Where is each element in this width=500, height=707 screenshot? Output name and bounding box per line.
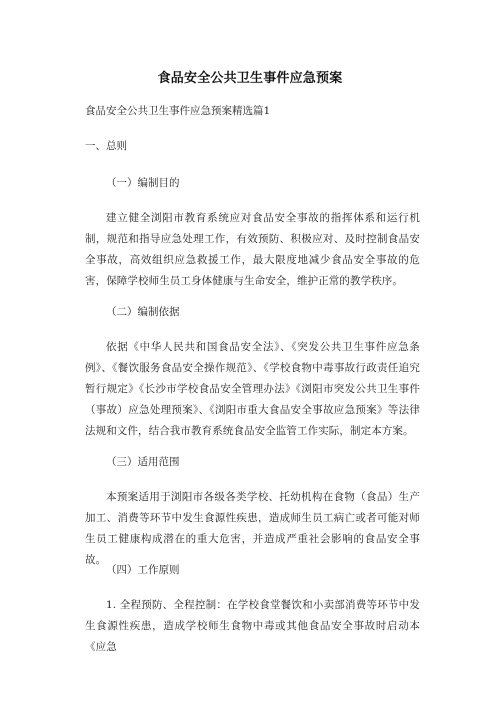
subheading-scope: （三）适用范围: [106, 456, 180, 468]
subheading-basis: （二）编制依据: [106, 306, 180, 318]
subheading-purpose: （一）编制目的: [106, 177, 180, 189]
subheading-principles: （四）工作原则: [106, 564, 180, 576]
paragraph-scope: 本预案适用于浏阳市各级各类学校、托幼机构在食物（食品）生产加工、消费等环节中发生食源性疾患，造成师生员工病亡或者可能对师生员工健康构成潜在的重大危害，并造成严重社会影响的食品安全事故。: [85, 491, 420, 566]
paragraph-basis: 依据《中华人民共和国食品安全法》、《突发公共卫生事件应急条例》、《餐饮服务食品安全操作规范》、《学校食物中毒事故行政责任追究暂行规定》《长沙市学校食品安全管理办法》《浏阳市突发公共卫生事件（事故）应急处理预案》、《浏阳市重大食品安全事故应急预案》等法律法规和文件，结合我市教育系统食品安全监管工作实际，制定本方案。: [85, 341, 420, 437]
paragraph-principles: 1. 全程预防、全程控制：在学校食堂餐饮和小卖部消费等环节中发生食源性疾患，造成学校师生食物中毒或其他食品安全事故时启动本《应急: [85, 599, 420, 653]
document-subtitle: 食品安全公共卫生事件应急预案精选篇1: [85, 105, 271, 117]
paragraph-purpose: 建立健全浏阳市教育系统应对食品安全事故的指挥体系和运行机制，规范和指导应急处理工作，有效预防、积极应对、及时控制食品安全事故，高效组织应急救援工作，最大限度地减少食品安全事故的危害，保障学校师生员工身体健康与生命安全，维护正常的教学秩序。: [85, 212, 420, 287]
document-title: 食品安全公共卫生事件应急预案: [157, 71, 343, 86]
section-heading-general: 一、总则: [85, 140, 127, 152]
